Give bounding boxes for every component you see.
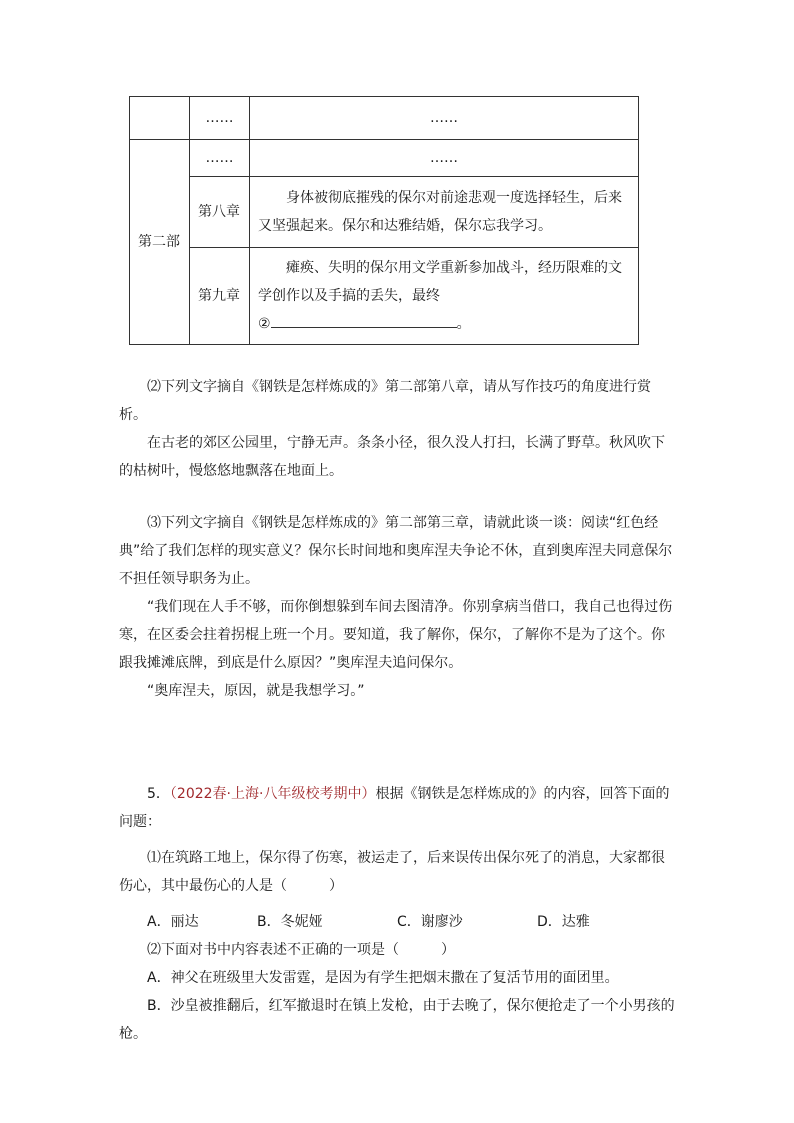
part-cell: 第二部 bbox=[130, 140, 190, 345]
chapter-cell: …… bbox=[190, 140, 250, 177]
period: 。 bbox=[456, 316, 471, 332]
stem-text: 根据《钢铁是怎样炼成的》的内容，回答下面的问题： bbox=[119, 786, 670, 830]
question-2 bbox=[119, 373, 675, 485]
content-cell bbox=[250, 248, 639, 345]
option-a[interactable]: A．丽达 bbox=[147, 914, 199, 930]
table-row bbox=[130, 140, 639, 177]
question-prompt: ⑵下列文字摘自《钢铁是怎样炼成的》第二部第八章，请从写作技巧的角度进行赏析。 bbox=[119, 379, 651, 423]
table-row bbox=[130, 248, 639, 345]
passage: “奥库涅夫，原因，就是我想学习。” bbox=[147, 683, 365, 699]
blank-label: ② bbox=[258, 316, 271, 332]
subquestion-2: ⑵下面对书中内容表述不正确的一项是（ ） bbox=[147, 942, 455, 958]
question-number: 5． bbox=[147, 786, 170, 802]
option-d[interactable]: D．达雅 bbox=[537, 914, 590, 930]
question-stem bbox=[119, 780, 675, 836]
option-b[interactable]: B．冬妮娅 bbox=[257, 914, 323, 930]
question-prompt: ⑶下列文字摘自《钢铁是怎样炼成的》第二部第三章，请就此谈一谈：阅读“红色经典”给了我们怎样的现实意义？保尔长时间地和奥库涅夫争论不休，直到奥库涅夫同意保尔不担任领导职务为止。 bbox=[119, 515, 673, 587]
content-cell: …… bbox=[250, 140, 639, 177]
content-cell: …… bbox=[250, 97, 639, 140]
content-text: 瘫痪、失明的保尔用文学重新参加战斗，经历限难的文学创作以及手搞的丢失，最终 bbox=[258, 260, 622, 304]
fill-line bbox=[258, 310, 630, 338]
passage: 在古老的郊区公园里，宁静无声。条条小径，很久没人打扫，长满了野草。秋风吹下的枯树叶，慢悠悠地飘落在地面上。 bbox=[119, 435, 665, 479]
content-cell: 身体被彻底摧残的保尔对前途悲观一度选择轻生，后来又坚强起来。保尔和达雅结婚，保尔忘我学习。 bbox=[250, 177, 639, 248]
option-c[interactable]: C．谢廖沙 bbox=[397, 914, 463, 930]
table-row bbox=[130, 97, 639, 140]
chapter-cell: 第八章 bbox=[190, 177, 250, 248]
table-cell-empty bbox=[130, 97, 190, 140]
answer-blank[interactable] bbox=[271, 313, 457, 328]
table-row bbox=[130, 177, 639, 248]
options-row bbox=[119, 908, 675, 936]
question-3 bbox=[119, 509, 675, 705]
chapter-cell: …… bbox=[190, 97, 250, 140]
passage: “我们现在人手不够，而你倒想躲到车间去图清净。你别拿病当借口，我自己也得过伤寒，在区委会拄着拐棍上班一个月。要知道，我了解你，保尔，了解你不是为了这个。你跟我摊滩底牌，到底是什么原因？”奥库涅夫追问保尔。 bbox=[119, 599, 673, 671]
choice-a[interactable]: A．神父在班级里大发雷霆，是因为有学生把烟末撒在了复活节用的面团里。 bbox=[147, 970, 619, 986]
question-5 bbox=[119, 780, 675, 1048]
plot-summary-table bbox=[129, 96, 639, 345]
question-source: （2022春·上海·八年级校考期中） bbox=[169, 786, 376, 802]
choice-b[interactable]: B．沙皇被推翻后，红军撤退时在镇上发枪，由于去晚了，保尔便抢走了一个小男孩的枪。 bbox=[119, 998, 675, 1042]
subquestion-1: ⑴在筑路工地上，保尔得了伤寒，被运走了，后来误传出保尔死了的消息，大家都很伤心，其中最伤心的人是（ ） bbox=[119, 850, 665, 894]
chapter-cell: 第九章 bbox=[190, 248, 250, 345]
